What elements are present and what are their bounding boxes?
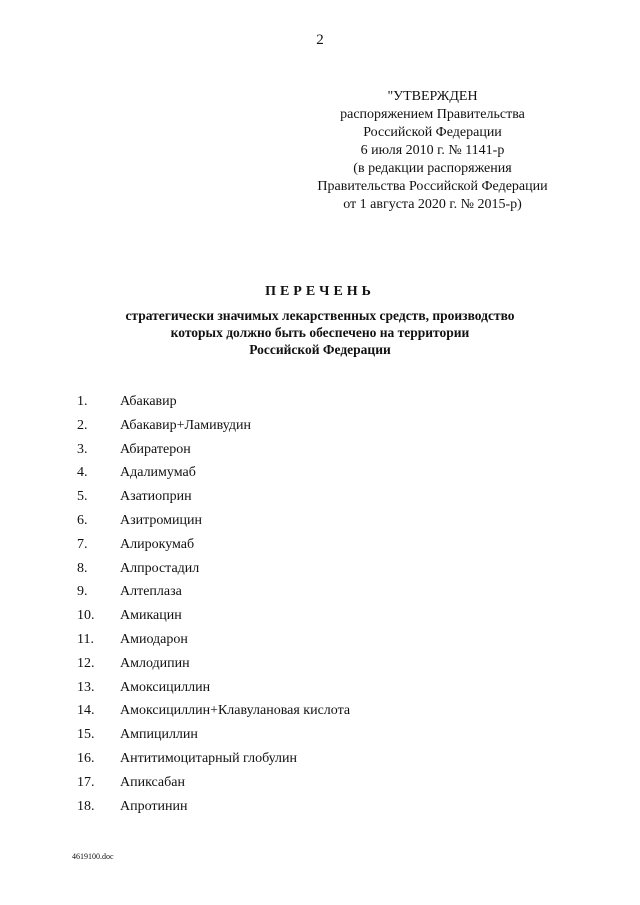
document-title: ПЕРЕЧЕНЬ <box>265 284 375 299</box>
drug-name: Азитромицин <box>120 512 202 528</box>
item-number: 16. <box>77 750 95 766</box>
subtitle-line: Российской Федерации <box>249 342 391 357</box>
drug-name: Амлодипин <box>120 655 190 671</box>
item-number: 13. <box>77 679 95 695</box>
drug-name: Абиратерон <box>120 441 191 457</box>
drug-name: Апиксабан <box>120 774 185 790</box>
item-number: 5. <box>77 489 88 505</box>
item-number: 4. <box>77 465 88 481</box>
item-number: 2. <box>77 417 88 433</box>
approval-line: Российской Федерации <box>363 125 502 140</box>
approval-block <box>300 88 565 214</box>
page-number: 2 <box>316 32 324 48</box>
item-number: 3. <box>77 441 88 457</box>
drug-name: Апротинин <box>120 798 188 814</box>
item-number: 6. <box>77 512 88 528</box>
item-number: 14. <box>77 703 95 719</box>
drug-name: Антитимоцитарный глобулин <box>120 750 298 766</box>
approval-line: "УТВЕРЖДЕН <box>387 89 478 104</box>
approval-line: от 1 августа 2020 г. № 2015-р) <box>343 197 522 212</box>
drug-name: Алтеплаза <box>120 584 182 600</box>
drug-name: Азатиоприн <box>120 489 192 505</box>
item-number: 7. <box>77 536 88 552</box>
drug-name: Амоксициллин <box>120 679 211 695</box>
drug-name: Абакавир+Ламивудин <box>120 417 251 433</box>
approval-line: (в редакции распоряжения <box>353 161 512 176</box>
item-number: 18. <box>77 798 95 814</box>
drug-name: Адалимумаб <box>120 465 196 481</box>
drug-name: Алпростадил <box>120 560 200 576</box>
item-number: 17. <box>77 774 95 790</box>
item-number: 10. <box>77 608 95 624</box>
item-number: 8. <box>77 560 88 576</box>
drug-name: Ампициллин <box>120 727 198 743</box>
item-number: 15. <box>77 727 95 743</box>
drug-name: Амикацин <box>120 608 182 624</box>
drug-name: Алирокумаб <box>120 536 195 552</box>
item-number: 1. <box>77 394 88 409</box>
drug-name: Амиодарон <box>120 631 188 647</box>
item-number: 9. <box>77 584 88 600</box>
subtitle-line: которых должно быть обеспечено на территории <box>170 325 470 340</box>
item-number: 12. <box>77 655 95 671</box>
approval-line: 6 июля 2010 г. № 1141-р <box>360 143 505 158</box>
document-subtitle <box>90 307 550 358</box>
subtitle-line: стратегически значимых лекарственных средств, производство <box>125 308 515 323</box>
drug-name: Амоксициллин+Клавулановая кислота <box>120 703 351 719</box>
item-number: 11. <box>77 631 94 647</box>
approval-line: распоряжением Правительства <box>340 107 525 122</box>
approval-line: Правительства Российской Федерации <box>317 179 548 194</box>
footer-file-code: 4619100.doc <box>72 852 114 861</box>
drug-name: Абакавир <box>120 394 177 409</box>
